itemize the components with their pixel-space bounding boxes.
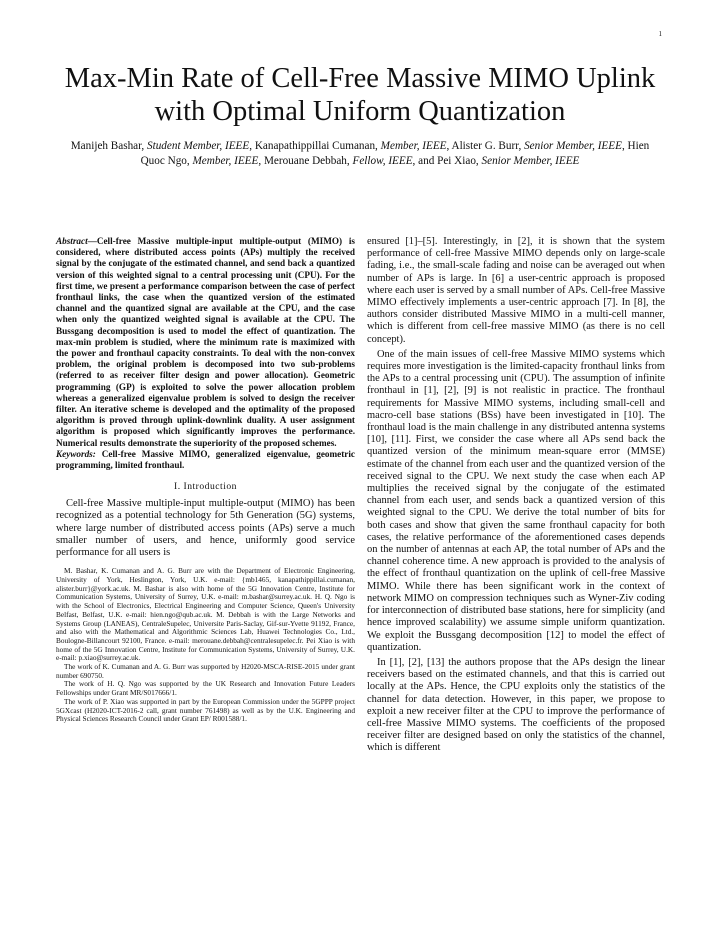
- abstract: [56, 236, 355, 449]
- page-number: 1: [658, 30, 662, 38]
- keywords-text: Cell-free Massive MIMO, generalized eigenvalue, geometric programming, limited fronthaul.: [56, 448, 355, 471]
- keywords: [56, 449, 355, 471]
- author-name: , Hien Quoc Ngo,: [140, 140, 650, 167]
- footnote-affiliations: M. Bashar, K. Cumanan and A. G. Burr are with the Department of Electronic Engineering, University of York, Heslington, York, U.K. e-mail: {mb1465, kanapathippillai.cumanan, alister.burr}@york.ac.uk. M. Bashar is also with home of the 5G Innovation Centre, Institute for Communication Systems, University of Surrey, U.K. e-mail: m.bashar@surrey.ac.uk. H. Q. Ngo is with the School of Electronics, Electrical Engineering and Computer Science, Queen's University Belfast, Belfast, U.K. e-mail: hien.ngo@qub.ac.uk. M. Debbah is with the Large Networks and Systems Group (LANEAS), CentraleSupelec, Universite Paris-Saclay, Gif-sur-Yvette 91192, France, and also with the Mathematical and Algorithmic Sciences Lab, Huawei Technologies Co., Ltd., Boulogne-Billancourt 92100, France. e-mail: merouane.debbah@centralesupelec.fr. Pei Xiao is with home of the 5G Innovation Centre, Institute for Communication Systems, University of Surrey, U.K. e-mail: p.xiao@surrey.ac.uk.: [56, 566, 355, 663]
- section-heading: I. Introduction: [174, 481, 237, 493]
- right-column: [367, 236, 665, 755]
- footnote-funding-xiao: The work of P. Xiao was supported in part by the European Commission under the 5GPPP project 5GXcast (H2020-ICT-2016-2 call, grant number 761498) as well as by the U.K. Engineering and Physical Sciences Research Council under Grant EP/ R001588/1.: [56, 696, 355, 724]
- author-role: Senior Member, IEEE: [481, 155, 580, 167]
- intro-paragraph: Cell-free Massive multiple-input multiple-output (MIMO) has been recognized as a potential technology for 5th Generation (5G) systems, where large number of distributed access points (APs) serve a much smaller number of users, and hence, uniformly good service performance for all users is: [56, 498, 355, 559]
- author-role: Member, IEEE: [380, 140, 447, 152]
- body-paragraph: In [1], [2], [13] the authors propose that the APs design the linear receivers based on the estimated channels, and that this is carried out locally at the APs. Hence, the CPU exploits only the statistics of the channel for data detection. However, in this paper, we propose to exploit a new receiver filter at the CPU to improve the performance of cell-free Massive MIMO systems. The coefficients of the proposed receiver filter are designed based on only the statistics of the channel, which is different: [367, 656, 665, 754]
- author-role: Student Member, IEEE: [147, 140, 250, 152]
- author-role: Fellow, IEEE: [352, 155, 413, 167]
- footnote-funding-ngo: The work of H. Q. Ngo was supported by the UK Research and Innovation Future Leaders Fellowships under Grant MR/S017666/1.: [56, 679, 355, 698]
- author-name: , Kanapathippillai Cumanan,: [249, 140, 381, 152]
- footnote-funding-cumanan-burr: The work of K. Cumanan and A. G. Burr was supported by H2020-MSCA-RISE-2015 under grant number 690750.: [56, 662, 355, 680]
- arxiv-id-text: [0, 287, 1, 623]
- body-paragraph: One of the main issues of cell-free Massive MIMO systems which requires more investigation is the limited-capacity fronthaul links from the APs to a central processing unit (CPU). The assumption of infinite fronthaul in [1], [2], [9] is not realistic in practice. The fronthaul requirements for Massive MIMO systems, including small-cell and macro-cell base stations (BSs) have been investigated in [10]. The fronthaul load is the main challenge in any distributed antenna systems [10], [11]. First, we consider the case where all APs send back the quantized version of the minimum mean-square error (MMSE) estimate of the channel from each user and the quantized version of the received signal to the CPU. We next study the case when each AP multiplies the received signal by the conjugate of the estimated channel from each user, and sends back a quantized version of this weighted signal to the CPU. We derive the total number of bits for both cases and show that given the same fronthaul capacity for both cases, the relative performance of the aforementioned cases depends on the number of antennas at each AP, the total number of APs and the channel coherence time. A new approach is provided to the analysis of the effect of fronthaul quantization on the uplink of cell-free Massive MIMO. While there has been significant work in the context of network MIMO on compression techniques such as Wyner-Ziv coding for interconnection of distributed base stations, here for simplicity (and hence improved scalability) we assume simple uniform quantization. We exploit the Bussgang decomposition [12] to model the effect of quantization.: [367, 348, 665, 653]
- author-name: Manijeh Bashar,: [70, 140, 148, 152]
- abstract-label: Abstract: [56, 236, 88, 246]
- abstract-text: —Cell-free Massive multiple-input multiple-output (MIMO) is considered, where distributed access points (APs) multiply the received signal by the conjugate of the estimated channel, and send back a quantized version of this weighted signal to a central processing unit (CPU). For the first time, we present a performance comparison between the case of perfect fronthaul links, the case when the quantized version of the estimated channel and the quantized signal are available at the CPU, and the case when only the quantized weighted signal is available at the CPU. The Bussgang decomposition is used to model the effect of quantization. The max-min problem is studied, where the minimum rate is maximized with the power and fronthaul capacity constraints. To deal with the non-convex problem, the original problem is decomposed into two sub-problems (referred to as receiver filter design and power allocation). Geometric programming (GP) is exploited to solve the power allocation problem whereas a generalized eigenvalue problem is solved to design the receiver filter. An iterative scheme is developed and the optimality of the proposed algorithm is proved through uplink-downlink duality. A user assignment algorithm is proposed which significantly improves the performance. Numerical results demonstrate the superiority of the proposed schemes.: [56, 236, 355, 448]
- arxiv-watermark: [10, 248, 50, 668]
- footnotes: [56, 567, 355, 724]
- author-list: [70, 139, 650, 169]
- body-paragraph: ensured [1]–[5]. Interestingly, in [2], it is shown that the system performance of cell-free Massive MIMO depends only on large-scale fading, i.e., the small-scale fading and noise can be averaged out when number of APs is large. In [6] a user-centric approach is proposed where each user is served by a small number of APs. Cell-free Massive MIMO effectively implements a user-centric approach [7]. In [8], the authors consider distributed Massive MIMO in a multi-cell manner, which is different from cell-free massive MIMO (as there is no cell concept).: [367, 236, 665, 345]
- keywords-label: Keywords:: [56, 448, 96, 459]
- left-column: [56, 236, 355, 724]
- paper-title: Max-Min Rate of Cell-Free Massive MIMO Uplink with Optimal Uniform Quantization: [64, 63, 656, 127]
- author-name: , and Pei Xiao,: [412, 155, 482, 167]
- author-name: , Merouane Debbah,: [258, 155, 353, 167]
- author-role: Member, IEEE: [192, 155, 259, 167]
- author-name: , Alister G. Burr,: [446, 140, 525, 152]
- author-role: Senior Member, IEEE: [524, 140, 622, 152]
